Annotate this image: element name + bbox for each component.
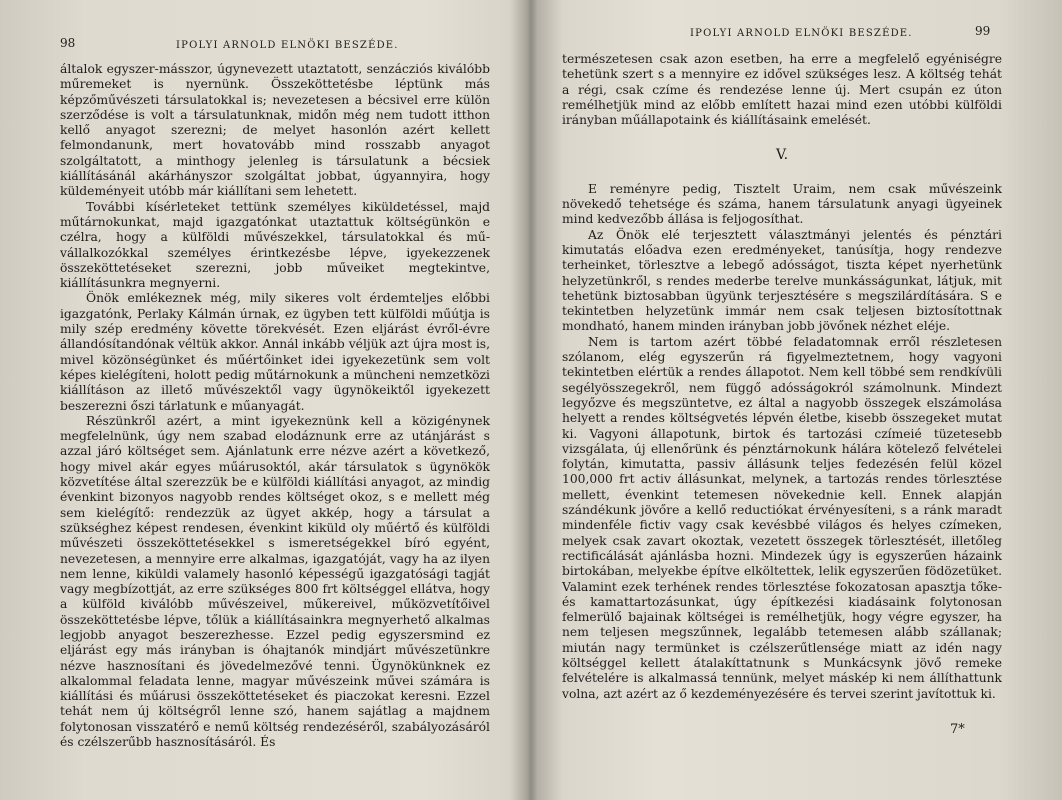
- paragraph: természetesen csak azon esetben, ha erre a megfelelő egyéniségre tehetünk szert s a mennyire ez idővel szükséges lesz. A költség tehát a régi, csak czíme és rendezése lenne új. Mert csupán ez úton remélhetjük mind az előbb említett hazai mind ezen utóbbi külföldi irányban műállapotaink és kiállításaink emelését.: [562, 52, 1002, 128]
- section-title: V.: [775, 147, 789, 164]
- page-number: 99: [975, 24, 991, 38]
- running-header: IPOLYI ARNOLD ELNÖKI BESZÉDE.: [176, 40, 399, 51]
- signature-mark: 7*: [950, 722, 965, 737]
- page-number: 98: [60, 36, 76, 50]
- paragraph: Önök emlékeznek még, mily sikeres volt érdemteljes előbbi igazgatónk, Perlaky Kálmán úrnak, ez ügyben tett külföldi műútja is mily szép eredmény követte törekvését. Ezen eljárást évről-évre állandósítandónak véltük akkor. Annál inkább véljük azt újra most is, mivel közönségünket és műértőinket idei igyekezetünk sem volt képes kielégíteni, holott pedig műtárnokunk a müncheni nemzetközi kiállításon az illető művészektől vagy ügynökeiktől igyekezett beszerezni őszi tárlatunk e műanyagát.: [60, 291, 490, 413]
- running-header: IPOLYI ARNOLD ELNÖKI BESZÉDE.: [690, 28, 913, 39]
- paragraph: E reményre pedig, Tisztelt Uraim, nem csak művészeink növekedő tehetsége és száma, hanem társulatunk anyagi ügyeinek mind kedvezőbb állása is feljogosíthat.: [562, 181, 1002, 227]
- paragraph: Nem is tartom azért többé feladatomnak erről részletesen szólanom, elég egyszerűn rá figyelmeztetnem, hogy vagyoni tekintetben elértük a rendes állapotot. Nem kell többé sem rendkívüli segélyösszegekről, nem függő adósságokról számolnunk. Mindezt legyőzve és megszüntetve, ez által a nagyobb összegek elszámolása helyett a rendes költségvetés lépvén életbe, kisebb összegeket mutat ki. Vagyoni állapotunk, birtok és tartozási czímeié tüzetesebb vizsgálata, új ellenőrünk és pénztárnokunk hálára kötelező felvételei folytán, kimutatta, passiv állásunk teljes fedezésén felül közel 100,000 frt activ állásunkat, melynek, a tartozás rendes törlesztése mellett, évenkint tetemesen növekednie kell. Ennek alapján szándékunk jövőre a kellő reductiókat érvényesíteni, s a ránk maradt mindenféle fictiv vagy csak kevésbbé világos és helyes czímeken, melyek csak zavart okoztak, vezetett összegek törlesztését, illetőleg rectificálását ajánlásba hozni. Mindezek úgy is egyszerűen házaink birtokában, melyekbe építve elköltettek, lelik egyszerűen födözetüket. Valamint ezek terhének rendes törlesztése fokozatosan apasztja tőke- és kamattartozásunkat, úgy építkezési kiadásaink folytonosan felmerülő bajainak költségei is remélhetjük, hogy végre egyszer, ha nem teljesen megszűnnek, legalább tetemesen alább szállanak; miután nagy termünket is czélszerűtlensége miatt az idén nagy költséggel kellett átalakíttatnunk s Munkácsynk jövő remeke felvételére is alkalmassá tennünk, melyet máskép ki nem állíthattunk volna, azt azért az ő kezdeményezésére és tervei szerint javítottuk ki.: [562, 334, 1002, 701]
- paragraph: Részünkről azért, a mint igyekeznünk kell a közigénynek megfelelnünk, úgy nem szabad elodáznunk erre az utánjárást s azzal járó költséget sem. Ajánlatunk erre nézve azért a következő, hogy mivel akár egyes műárusoktól, akár társulatok s ügynökök közvetítése által szerezzük be e külföldi kiállítási anyagot, az mindig évenkint bizonyos nagyobb rendes költséget okoz, s e mellett még sem kielégítő: rendezzük az ügyet akkép, hogy a társulat a szükséghez képest rendesen, évenkint kiküld oly műértő és külföldi művészeti összeköttetésekkel s ismeretségekkel bíró egyént, nevezetesen, a mennyire erre alkalmas, igazgatóját, vagy ha az ilyen nem lenne, kiküldi valamely hasonló képességű igazgatósági tagját vagy megbízottját, az erre szükséges 800 frt költséggel ellátva, hogy a külföld kiválóbb művészeivel, műkereivel, műközvetítőivel összeköttetésbe lépve, tőlük a kiállításainkra megnyerhető alkalmas legjobb anyagot beszerezhesse. Ezzel pedig egyszersmind ez eljárást egy más irányban is óhajtanók mindjárt művészetünkre nézve hasznosítani és jövedelmezővé tenni. Ügynökünknek ez alkalommal feladata lenne, magyar művészeink művei számára is kiállítási és műárusi összeköttetéseket és piaczokat keresni. Ezzel tehát nem új költségről lenne szó, hanem sajátlag a majdnem folytonosan visszatérő e nemű költség rendezéséről, szabályozásáról és czélszerűbb hasznosításáról. És: [60, 413, 490, 750]
- paragraph: Az Önök elé terjesztett választmányi jelentés és pénztári kimutatás előadva ezen eredményeket, tanúsítja, hogy rendezve terheinket, törlesztve a lebegő adósságot, tiszta képet nyerhetünk helyzetünkről, s rendes mederbe terelve munkásságunkat, látjuk, mit tehetünk biztosabban ügyünk terjesztésére s megszilárdítására. S e tekintetben helyzetünk immár nem csak teljesen biztosítottnak mondható, hanem minden irányban jobb jövőnek nézhet eléje.: [562, 227, 1002, 334]
- paragraph: általok egyszer-másszor, úgynevezett utaztatott, senzácziós kiválóbb műremeket is nyernünk. Összeköttetésbe léptünk más képzőművészeti társulatokkal is; nevezetesen a bécsivel erre külön szerződése is volt a társulatunknak, midőn még nem tudott itthon kellő anyagot szerezni; de melyet hasonlón azért kellett felmondanunk, mert hovatovább mind rosszabb anyagot szolgáltatott, a minthogy jelenleg is társulatunk a bécsiek kiállításánál akárhányszor szolgáltat jobbat, úgyannyira, hogy küldeményeit utóbb már kiállítani sem lehetett.: [60, 62, 490, 199]
- paragraph: További kísérleteket tettünk személyes kiküldetéssel, majd műtárnokunkat, majd igazgatónkat utaztattuk költségünkön e czélra, hogy a külföldi művészekkel, társulatokkal és mű-vállalkozókkal személyes érintkezésbe lépve, igyekezzenek összeköttetéseket szerezni, jobb műveiket megtekintve, kiállításunkra megnyerni.: [60, 199, 490, 291]
- right-page-body: [562, 52, 1002, 702]
